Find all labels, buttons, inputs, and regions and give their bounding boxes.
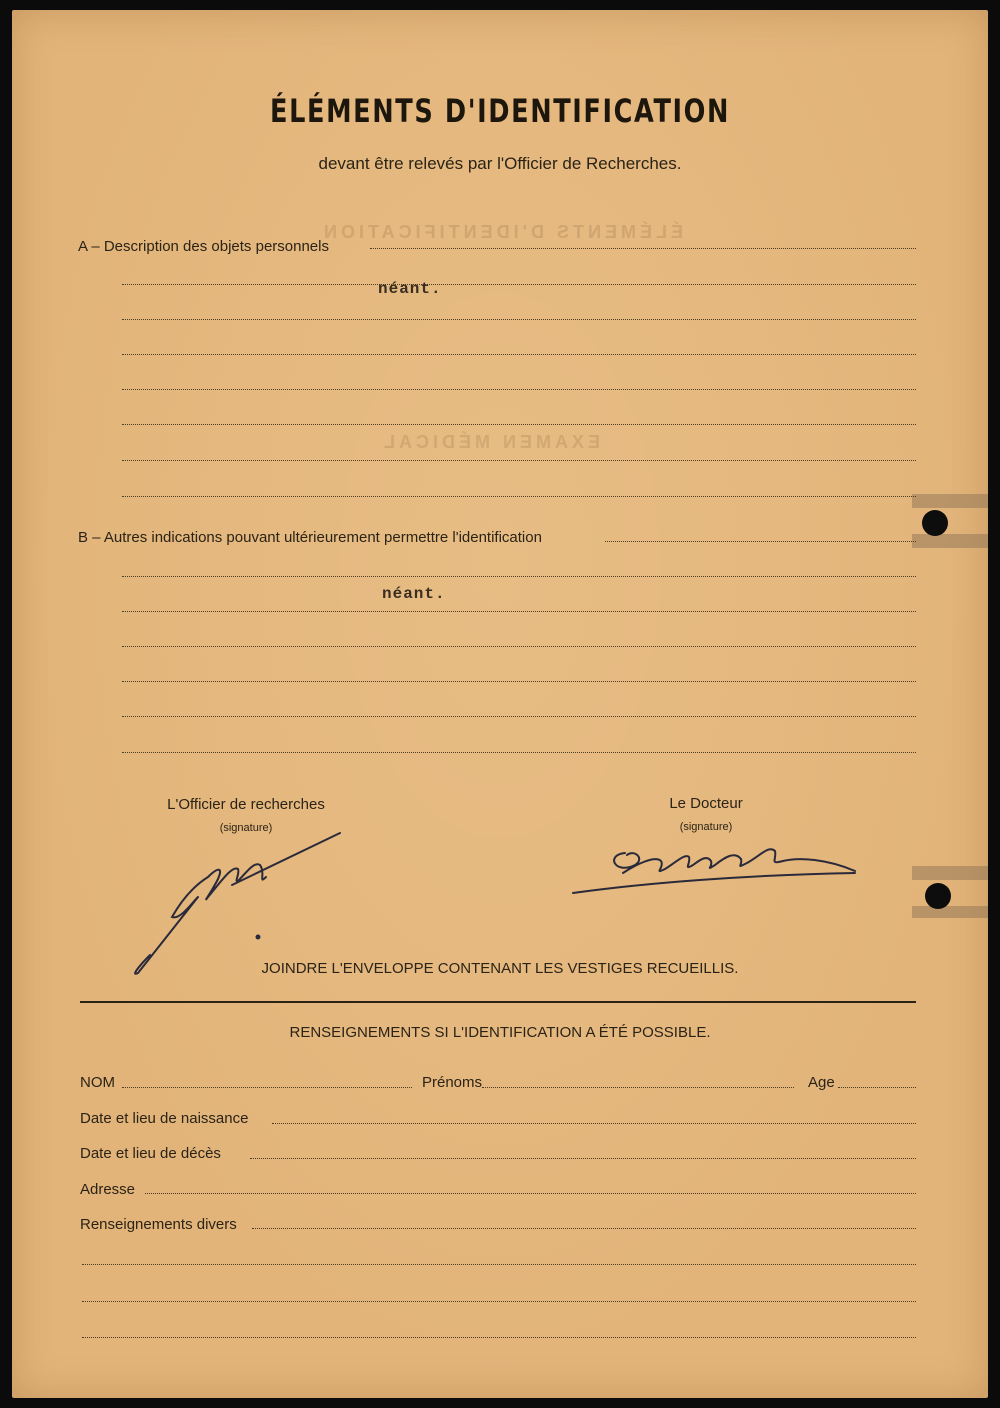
punch-hole — [925, 883, 951, 909]
officer-signature-note: (signature) — [219, 822, 273, 834]
form-subtitle: devant être relevés par l'Officier de Recherches. — [318, 154, 682, 173]
adresse-label: Adresse — [80, 1181, 136, 1198]
section-a-line[interactable] — [122, 319, 916, 320]
tape-strip — [912, 494, 988, 508]
deces-field[interactable] — [250, 1158, 916, 1159]
punch-hole — [922, 510, 948, 536]
section-b-line[interactable] — [122, 681, 916, 682]
tape-strip — [912, 866, 988, 880]
section-a-typed-value: néant. — [378, 280, 442, 298]
divers-field[interactable] — [82, 1264, 916, 1265]
section-a-line[interactable] — [122, 354, 916, 355]
section-b-label: B – Autres indications pouvant ultérieurement permettre l'identification — [78, 529, 542, 546]
section-a-line[interactable] — [122, 460, 916, 461]
divers-label: Renseignements divers — [80, 1216, 237, 1233]
section-b-line[interactable] — [122, 576, 916, 577]
section-b-line[interactable] — [122, 752, 916, 753]
doctor-handwritten-signature — [565, 835, 865, 905]
age-label: Age — [808, 1074, 835, 1091]
officer-signature-title: L'Officier de recherches — [167, 796, 325, 813]
section-b-line[interactable] — [122, 611, 916, 612]
nom-field[interactable] — [122, 1087, 412, 1088]
naissance-field[interactable] — [272, 1123, 916, 1124]
nom-label: NOM — [80, 1074, 115, 1091]
divers-field[interactable] — [82, 1301, 916, 1302]
section-b-line[interactable] — [605, 541, 916, 542]
section-a-label: A – Description des objets personnels — [78, 238, 329, 255]
form-title: ÉLÉMENTS D'IDENTIFICATION — [269, 92, 731, 130]
divers-field[interactable] — [82, 1337, 916, 1338]
section-a-line[interactable] — [370, 248, 916, 249]
section-b-line[interactable] — [122, 716, 916, 717]
section-a-line[interactable] — [122, 389, 916, 390]
doctor-signature-title: Le Docteur — [669, 795, 743, 812]
bleed-through-text: ÉLÉMENTS D'IDENTIFICATION — [320, 222, 683, 242]
deces-label: Date et lieu de décès — [80, 1145, 221, 1162]
prenoms-label: Prénoms — [422, 1074, 483, 1091]
section-a-line[interactable] — [122, 424, 916, 425]
section-b-typed-value: néant. — [382, 585, 446, 603]
tape-strip — [912, 534, 988, 548]
identification-heading: RENSEIGNEMENTS SI L'IDENTIFICATION A ÉTÉ POSSIBLE. — [289, 1024, 711, 1041]
section-a-line[interactable] — [122, 496, 916, 497]
naissance-label: Date et lieu de naissance — [80, 1110, 249, 1127]
section-a-line[interactable] — [122, 284, 916, 285]
doctor-signature-note: (signature) — [679, 821, 733, 833]
envelope-instruction: JOINDRE L'ENVELOPPE CONTENANT LES VESTIGES RECUEILLIS. — [261, 960, 739, 977]
age-field[interactable] — [838, 1087, 916, 1088]
prenoms-field[interactable] — [482, 1087, 794, 1088]
bleed-through-text: EXAMEN MÉDICAL — [380, 432, 601, 452]
section-divider — [80, 1001, 916, 1003]
form-sheet — [12, 10, 988, 1398]
tape-strip — [912, 906, 988, 918]
divers-field[interactable] — [252, 1228, 916, 1229]
section-b-line[interactable] — [122, 646, 916, 647]
adresse-field[interactable] — [145, 1193, 916, 1194]
